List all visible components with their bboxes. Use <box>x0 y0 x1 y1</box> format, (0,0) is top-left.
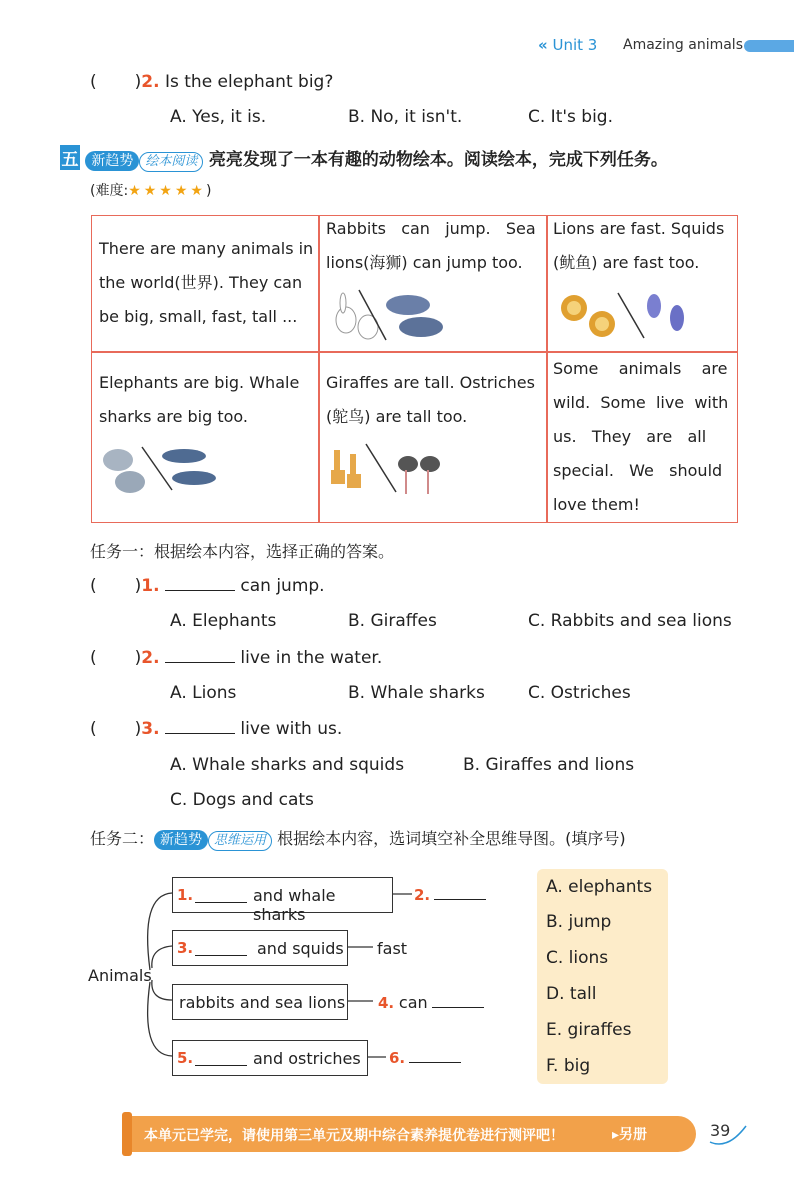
t1q1-option-a: A. Elephants <box>170 611 277 631</box>
task1-question-3: ( )3. live with us. <box>90 719 343 739</box>
task2-title: 任务二： 新趋势 思维运用 根据绘本内容，选词填空补全思维导图。(填序号) <box>90 826 626 851</box>
page-number-swoosh-icon <box>706 1116 750 1148</box>
giraffes-ostriches-illustration <box>326 440 448 496</box>
answer-blank[interactable] <box>195 1065 247 1066</box>
mind-map-box-1: 1. and whale sharks <box>172 877 393 913</box>
mind-map-leaf-4: 4. can <box>378 993 484 1012</box>
instruction: 亮亮发现了一本有趣的动物绘本。阅读绘本，完成下列任务。 <box>208 150 668 170</box>
book-cell-3: Lions are fast. Squids (鱿鱼) are fast too. <box>553 219 725 272</box>
thinking-tag: 思维运用 <box>208 831 272 851</box>
answer-blank[interactable] <box>432 1007 484 1008</box>
prev-question: ( )2. Is the elephant big? <box>90 72 334 92</box>
word-choice-e: E. giraffes <box>546 1020 632 1040</box>
rabbits-sealions-illustration <box>326 285 446 345</box>
book-cell-6: Some animals are wild. Some live with us. They are all special. We should love them! <box>553 359 729 514</box>
word-choice-c: C. lions <box>546 948 609 968</box>
trend-tag: 新趋势 <box>85 151 139 171</box>
t1q3-option-c: C. Dogs and cats <box>170 790 314 810</box>
answer-blank[interactable] <box>165 719 235 734</box>
task1-title: 任务一：根据绘本内容，选择正确的答案。 <box>90 542 395 561</box>
answer-blank[interactable] <box>195 902 247 903</box>
task1-question-2: ( )2. live in the water. <box>90 648 383 668</box>
book-cell-4: Elephants are big. Whale sharks are big too. <box>99 373 300 426</box>
section-number: 五 <box>60 145 80 170</box>
task1-question-1: ( )1. can jump. <box>90 576 325 596</box>
pencil-icon <box>122 1112 132 1156</box>
t1q2-option-a: A. Lions <box>170 683 237 703</box>
t1q3-option-a: A. Whale sharks and squids <box>170 755 405 775</box>
mind-map-leaf-2: 2. <box>414 886 486 904</box>
option-c: C. It's big. <box>528 107 613 127</box>
word-choice-d: D. tall <box>546 984 597 1004</box>
mind-map-leaf-6: 6. <box>389 1049 461 1067</box>
word-choice-b: B. jump <box>546 912 612 932</box>
double-chevron-icon: « <box>538 36 548 54</box>
word-choice-a: A. elephants <box>546 877 653 897</box>
star-icon: ★★★★★ <box>128 183 206 199</box>
book-cell-1: There are many animals in the world(世界). They can be big, small, fast, tall ... <box>99 239 314 326</box>
option-b: B. No, it isn't. <box>348 107 463 127</box>
answer-blank[interactable] <box>165 648 235 663</box>
t1q1-option-b: B. Giraffes <box>348 611 437 631</box>
t1q2-option-b: B. Whale sharks <box>348 683 485 703</box>
mind-map-root: Animals <box>88 966 152 985</box>
book-cell-2: Rabbits can jump. Sea lions(海狮) can jump too. <box>326 219 536 272</box>
t1q3-option-b: B. Giraffes and lions <box>463 755 635 775</box>
unit-topic: Amazing animals <box>623 37 743 53</box>
answer-blank[interactable] <box>195 955 247 956</box>
mind-map-box-rabbits: rabbits and sea lions <box>172 984 348 1020</box>
answer-blank[interactable] <box>165 576 235 591</box>
section5-heading <box>60 145 668 172</box>
difficulty: (难度:★★★★★) <box>90 183 212 199</box>
mind-map-leaf-fast: fast <box>377 939 408 958</box>
trend-tag: 新趋势 <box>154 830 208 850</box>
picture-book-tag: 绘本阅读 <box>139 152 203 172</box>
footer-arrow-label[interactable]: ▸另册 <box>612 1127 648 1143</box>
option-a: A. Yes, it is. <box>170 107 267 127</box>
t1q2-option-c: C. Ostriches <box>528 683 631 703</box>
footer-text: 本单元已学完，请使用第三单元及期中综合素养提优卷进行测评吧！ <box>144 1128 564 1144</box>
t1q1-option-c: C. Rabbits and sea lions <box>528 611 732 631</box>
header-bar <box>744 40 794 52</box>
book-cell-5: Giraffes are tall. Ostriches (鸵鸟) are tall too. <box>326 373 535 426</box>
answer-blank[interactable] <box>434 899 486 900</box>
word-bank <box>537 869 668 1084</box>
elephants-whalesharks-illustration <box>100 442 220 494</box>
page-number: 39 <box>710 1121 731 1140</box>
lions-squids-illustration <box>556 288 691 346</box>
unit-label: « Unit 3 <box>538 36 598 54</box>
answer-blank[interactable] <box>409 1062 461 1063</box>
word-choice-f: F. big <box>546 1056 591 1076</box>
mind-map-box-5: 5. and ostriches <box>172 1040 368 1076</box>
mind-map-box-3: 3. and squids <box>172 930 348 966</box>
